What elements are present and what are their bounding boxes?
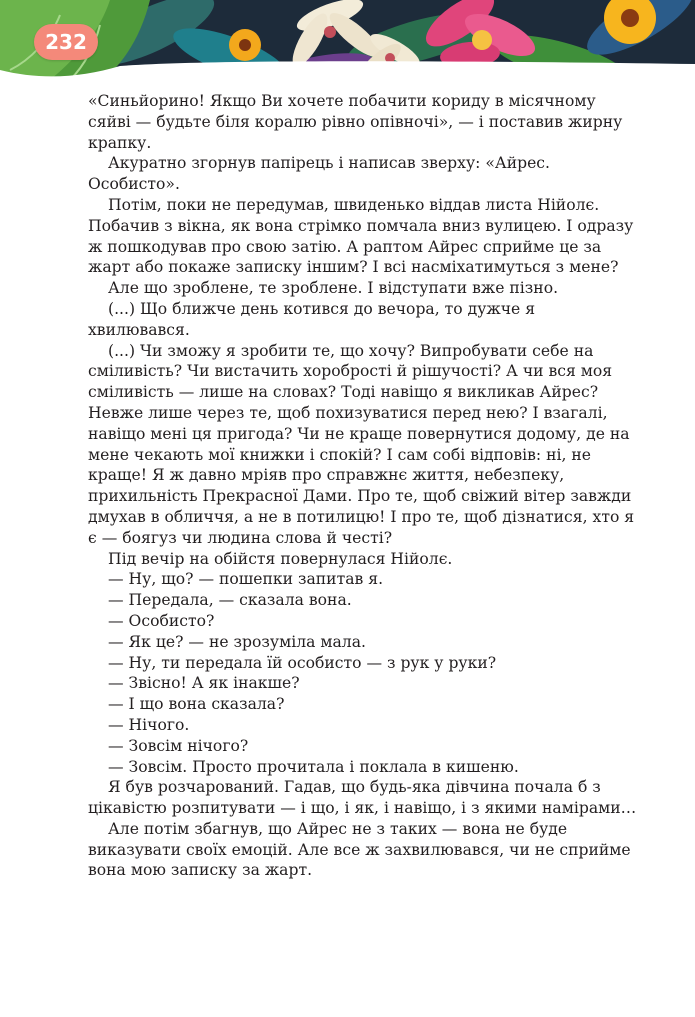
dialogue-line: — І що вона сказала? bbox=[108, 695, 285, 714]
dialogue-line: — Нічого. bbox=[108, 715, 190, 734]
paragraph: Акуратно згорнув папірець і написав зверху: «Айрес. Особисто». bbox=[88, 154, 550, 194]
dialogue-line: — Як це? — не зрозуміла мала. bbox=[108, 632, 366, 651]
dialogue-line: — Особисто? bbox=[108, 611, 215, 630]
body-text bbox=[88, 91, 638, 881]
dialogue-line: — Передала, — сказала вона. bbox=[108, 591, 352, 610]
paragraph: Але потім збагнув, що Айрес не з таких — вона не буде виказувати своїх емоцій. Але все ж захвилювався, чи не сприйме вона мою записку за жарт. bbox=[88, 819, 631, 880]
paragraph: Я був розчарований. Гадав, що будь-яка дівчина почала б з цікавістю розпитувати — і що, і як, і навіщо, і з якими намірами… bbox=[88, 778, 637, 818]
paragraph: Потім, поки не передумав, швиденько віддав листа Нійолє. Побачив з вікна, як вона стрімко помчала вниз вулицею. І одразу ж пошкодував про свою затію. А раптом Айрес сприйме це за жарт або покаже записку іншим? І всі насміхатимуться з мене? bbox=[88, 195, 634, 277]
paragraph: Під вечір на обійстя повернулася Нійолє. bbox=[108, 549, 453, 568]
dialogue-line: — Ну, ти передала їй особисто — з рук у руки? bbox=[108, 653, 497, 672]
paragraph: Але що зроблене, те зроблене. І відступати вже пізно. bbox=[108, 279, 559, 298]
dialogue-line: — Зовсім нічого? bbox=[108, 736, 249, 755]
yellow-flower bbox=[229, 29, 261, 61]
paragraph: «Синьйорино! Якщо Ви хочете побачити кориду в місячному сяйві — будьте біля коралю рівно опівночі», — і поставив жирну крапку. bbox=[88, 92, 623, 152]
page-number-badge: 232 bbox=[34, 24, 98, 60]
paragraph: (...) Що ближче день котився до вечора, то дужче я хвилювався. bbox=[88, 299, 536, 339]
dialogue-line: — Зовсім. Просто прочитала і поклала в кишеню. bbox=[108, 757, 519, 776]
dialogue-line: — Звісно! А як інакше? bbox=[108, 674, 300, 693]
paragraph: (...) Чи зможу я зробити те, що хочу? Випробувати себе на сміливість? Чи вистачить хоробрості й рішучості? А чи вся моя сміливість — лише на словах? Тоді навіщо я викликав Айрес? Невже лише через те, щоб похизуватися перед нею? І взагалі, навіщо мені ця пригода? Чи не краще повернутися додому, де на мене чекають мої книжки і спокій? І сам собі відповів: ні, не краще! Я ж давно мріяв про справжнє життя, небезпеку, прихильність Прекрасної Дами. Про те, щоб свіжий вітер завжди дмухав в обличчя, а не в потилицю! І про те, щоб дізнатися, хто я є — боягуз чи людина слова й честі? bbox=[88, 341, 635, 547]
dialogue-line: — Ну, що? — пошепки запитав я. bbox=[108, 570, 384, 589]
floral-banner bbox=[0, 0, 695, 90]
floral-illustration bbox=[0, 0, 695, 90]
